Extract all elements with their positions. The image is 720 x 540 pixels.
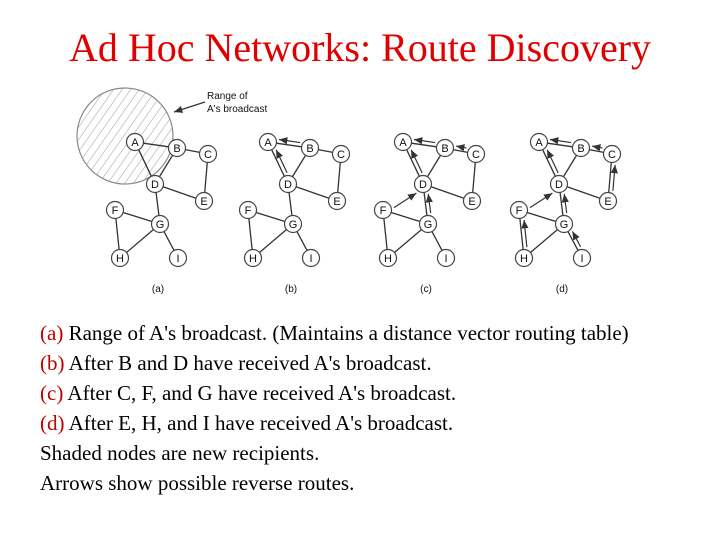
edge-DG-3 [424,192,427,215]
caption-a-tag: (a) [40,321,64,345]
node-label-F-1: F [111,205,119,217]
reverse-route-arrow-CB-3 [456,146,466,148]
node-label-A-1: A [131,137,139,149]
reverse-route-arrow-GD-3 [428,194,430,213]
edge-DE-3 [431,187,464,198]
caption-c-text: After C, F, and G have received A's broadcast. [63,381,457,405]
edge-FG-4 [527,213,556,222]
edge-FH-4 [520,218,523,249]
reverse-route-arrow-GD-4 [564,194,566,213]
caption-d-text: After E, H, and I have received A's broadcast. [64,411,454,435]
note-shaded: Shaded nodes are new recipients. [40,441,320,465]
caption-b-tag: (b) [40,351,65,375]
node-label-F-3: F [379,205,387,217]
edge-CE-4 [609,162,612,192]
range-label-line2: A's broadcast [207,104,268,115]
edge-BC-3 [453,150,467,153]
edge-FG-1 [123,213,152,222]
caption-c [40,378,700,408]
edge-BD-3 [427,155,440,176]
node-label-H-4: H [520,253,528,265]
node-label-A-3: A [399,137,407,149]
node-label-D-2: D [284,179,292,191]
route-discovery-figure [70,78,630,300]
node-label-C-4: C [608,149,616,161]
reverse-route-arrow-BA-3 [414,140,435,143]
edge-BC-2 [318,150,332,153]
edge-GI-3 [432,232,442,251]
reverse-route-arrow-BA-4 [550,140,571,143]
edge-GH-3 [394,230,421,253]
edge-GI-4 [568,232,578,251]
node-label-H-3: H [384,253,392,265]
broadcast-range-circle [77,88,173,184]
node-label-C-1: C [204,149,212,161]
node-label-H-1: H [116,253,124,265]
reverse-route-arrow-FD-3 [394,193,416,208]
node-label-D-3: D [419,179,427,191]
node-label-G-4: G [559,219,569,231]
node-label-F-4: F [515,205,523,217]
node-label-G-3: G [423,219,433,231]
edge-FG-2 [256,213,285,222]
reverse-route-arrow-BA-2 [279,140,300,143]
edge-DE-1 [163,187,196,198]
edge-BD-4 [563,155,576,176]
panel-label-1: (a) [151,284,165,295]
caption-block [40,318,700,498]
node-label-H-2: H [249,253,257,265]
caption-d-tag: (d) [40,411,65,435]
edge-FG-3 [391,213,420,222]
edge-BD-2 [292,155,305,176]
caption-a [40,318,700,348]
node-label-E-4: E [604,196,612,208]
caption-d [40,408,700,438]
node-label-B-2: B [306,143,314,155]
edge-GH-2 [259,230,286,253]
edge-GI-1 [164,232,174,251]
edge-AB-3 [411,143,436,147]
node-label-C-2: C [337,149,345,161]
edge-DE-2 [296,187,329,198]
node-label-D-1: D [151,179,159,191]
edge-CE-3 [473,162,476,192]
reverse-route-arrow-FD-4 [530,193,552,208]
node-label-I-3: I [444,253,448,265]
panel-label-3: (c) [420,284,432,295]
caption-b [40,348,700,378]
edge-GH-1 [126,230,153,253]
range-label-line1: Range of [207,91,248,102]
node-label-D-4: D [555,179,563,191]
node-label-F-2: F [244,205,252,217]
edge-DG-4 [560,192,563,215]
node-label-G-2: G [288,219,298,231]
node-label-E-1: E [200,196,208,208]
node-label-A-2: A [264,137,272,149]
edge-GI-2 [297,232,307,251]
panel-label-4: (d) [555,284,569,295]
range-label-pointer [174,102,205,112]
node-label-B-4: B [577,143,585,155]
edge-BC-1 [185,150,199,153]
caption-b-text: After B and D have received A's broadcast. [64,351,432,375]
edge-CE-2 [338,162,341,192]
node-label-G-1: G [155,219,165,231]
edge-AB-2 [276,143,301,147]
edge-AB-4 [547,143,572,147]
node-label-B-3: B [441,143,449,155]
edge-DG-1 [156,192,159,215]
reverse-route-arrow-IG-4 [572,231,580,246]
node-label-C-3: C [472,149,480,161]
edge-FH-2 [249,218,252,249]
reverse-route-arrow-EC-4 [613,165,615,191]
edge-GH-4 [530,230,557,253]
node-label-E-2: E [333,196,341,208]
node-label-I-4: I [580,253,584,265]
reverse-route-arrow-CB-4 [592,146,602,148]
reverse-route-arrow-HF-4 [524,220,527,247]
edge-BC-4 [589,150,603,153]
node-label-E-3: E [468,196,476,208]
edge-DG-2 [289,192,292,215]
edge-CE-1 [205,162,208,192]
panel-label-2: (b) [284,284,298,295]
slide-title: Ad Hoc Networks: Route Discovery [68,25,652,70]
node-label-I-2: I [309,253,313,265]
edge-DE-4 [567,187,600,198]
node-label-I-1: I [176,253,180,265]
edge-FH-1 [116,218,119,249]
node-label-B-1: B [173,143,181,155]
edge-FH-3 [384,218,387,249]
caption-a-text: Range of A's broadcast. (Maintains a distance vector routing table) [63,321,629,345]
node-label-A-4: A [535,137,543,149]
caption-c-tag: (c) [40,381,64,405]
note-arrows: Arrows show possible reverse routes. [40,471,355,495]
